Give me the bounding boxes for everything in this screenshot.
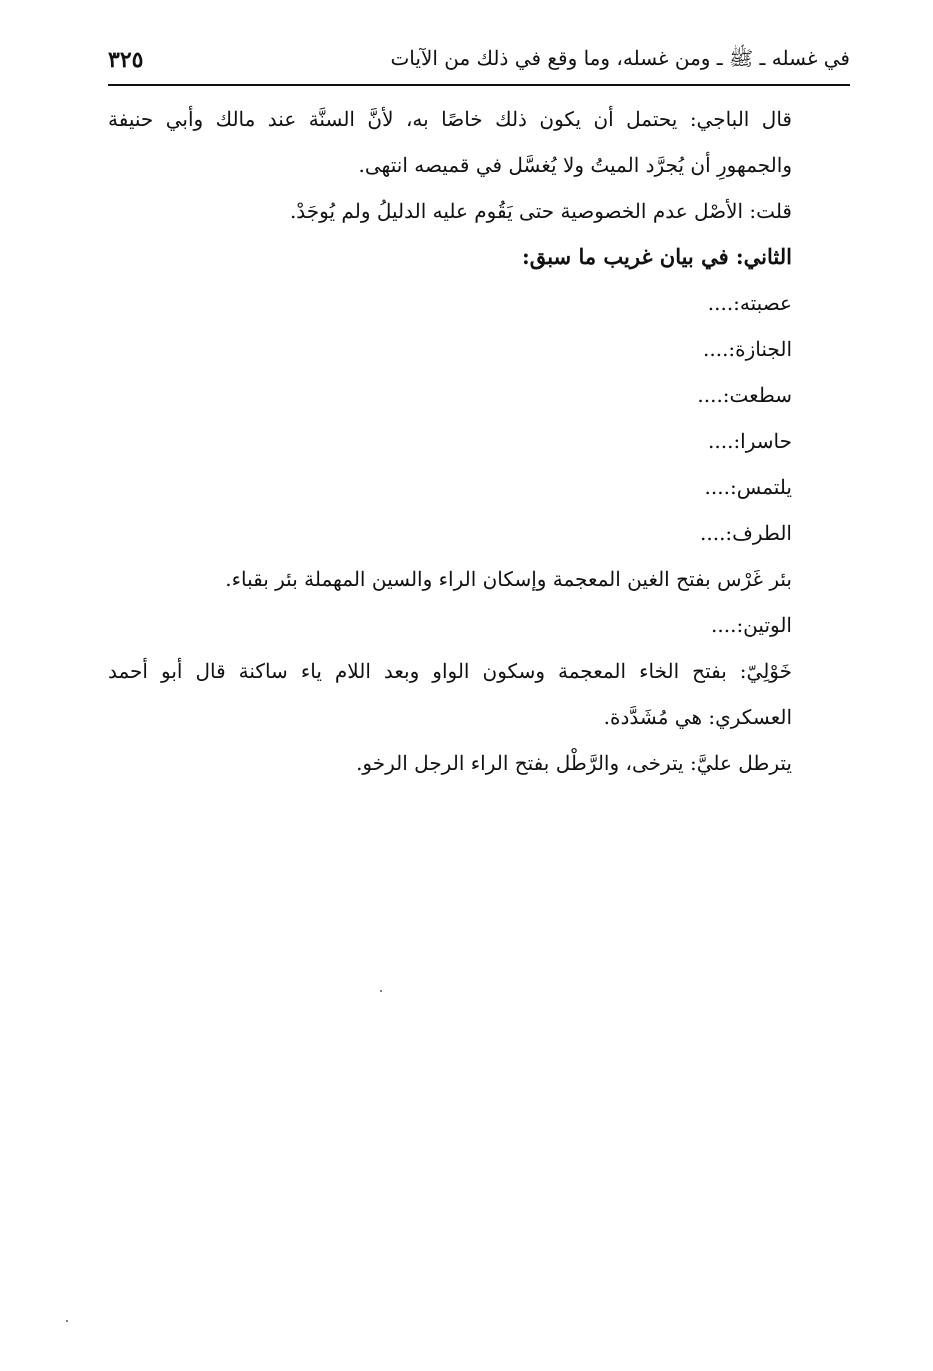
header-rule xyxy=(108,84,850,86)
page-number: ٣٢٥ xyxy=(108,47,144,73)
header-title: في غسله ـ ﷺ ـ ومن غسله، وما وقع في ذلك من الآيات xyxy=(390,45,850,70)
paragraph-khawli: خَوْلِيّ: بفتح الخاء المعجمة وسكون الواو وبعد اللام ياء ساكنة قال أبو أحمد العسكري: هي مُشَدَّدة. xyxy=(108,659,792,729)
body-text xyxy=(108,96,850,786)
term-hasiran: حاسرا:.... xyxy=(708,429,792,453)
term-alwatin: الوتين:.... xyxy=(711,613,792,637)
term-altarf: الطرف:.... xyxy=(700,521,792,545)
running-head xyxy=(108,40,850,80)
scan-speck xyxy=(66,1320,68,1322)
paragraph-baji: قال الباجي: يحتمل أن يكون ذلك خاصًا به، لأنَّ السنَّة عند مالك وأبي حنيفة والجمهورِ أن يُجرَّد الميتُ ولا يُغسَّل في قميصه انتهى. xyxy=(108,107,792,177)
paragraph-qult: قلت: الأصْل عدم الخصوصية حتى يَقُوم عليه الدليلُ ولم يُوجَدْ. xyxy=(289,199,792,223)
term-aljanaza: الجنازة:.... xyxy=(703,337,792,361)
term-asabatuhu: عصبته:.... xyxy=(707,291,792,315)
scan-speck xyxy=(380,990,382,992)
term-yaltamis: يلتمس:.... xyxy=(704,475,792,499)
term-satahat: سطعت:.... xyxy=(697,383,792,407)
paragraph-bir-ghars: بئر غَرْس بفتح الغين المعجمة وإسكان الراء والسين المهملة بئر بقباء. xyxy=(225,567,792,591)
section-heading: الثاني: في بيان غريب ما سبق: xyxy=(521,244,792,269)
paragraph-yatarattal: يترطل عليَّ: يترخى، والرَّطْل بفتح الراء الرجل الرخو. xyxy=(356,751,792,775)
